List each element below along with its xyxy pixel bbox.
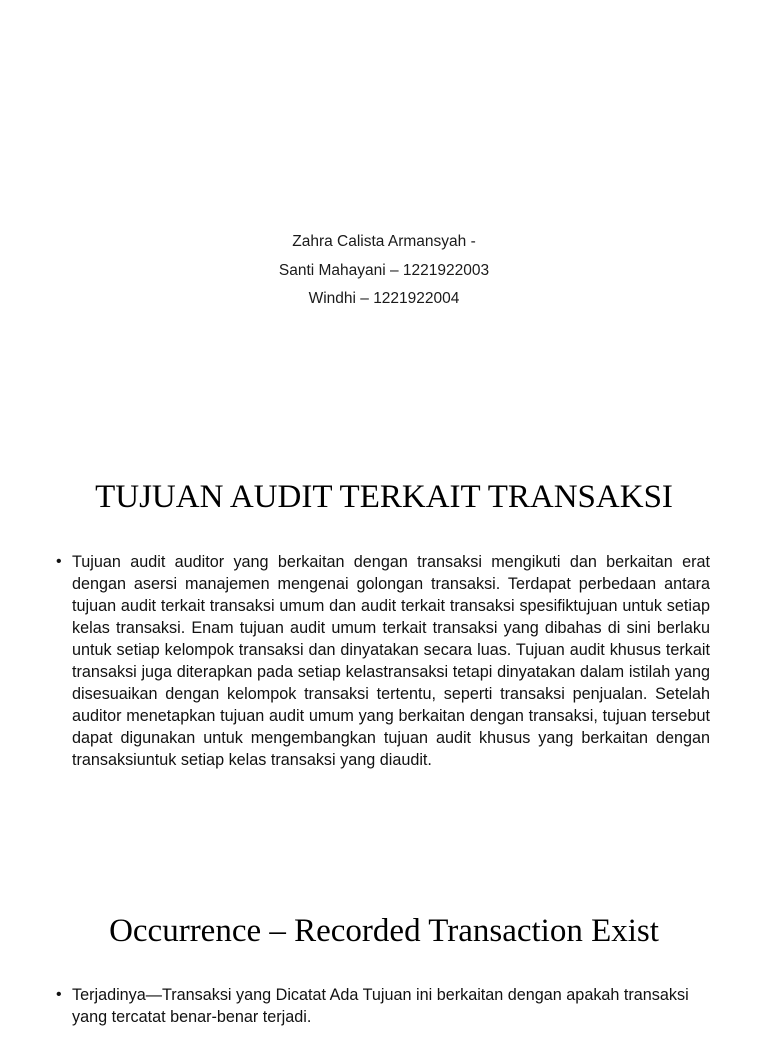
slide-2: [0, 432, 768, 864]
bullet-marker: •: [56, 986, 62, 1003]
bullet-text: Terjadinya—Transaksi yang Dicatat Ada Tujuan ini berkaitan dengan apakah transaksi yang tercatat benar-benar terjadi.: [72, 986, 689, 1026]
bullet-list: [56, 984, 710, 1028]
slide-3: [0, 864, 768, 1064]
slide-1: [0, 0, 768, 432]
slide-title: Occurrence – Recorded Transaction Exist: [109, 913, 659, 949]
bullet-marker: •: [56, 553, 62, 570]
author-line: Santi Mahayani – 1221922003: [278, 261, 490, 279]
slide-title: TUJUAN AUDIT TERKAIT TRANSAKSI: [95, 479, 673, 515]
author-line: Zahra Calista Armansyah -: [292, 233, 476, 250]
author-line: Windhi – 1221922004: [308, 290, 460, 307]
bullet-list: [56, 551, 710, 771]
bullet-text: Tujuan audit auditor yang berkaitan dengan transaksi mengikuti dan berkaitan erat dengan asersi manajemen mengenai golongan transaksi. Terdapat perbedaan antara tujuan audit terkait transaksi umum dan audit terkait transaksi spesifiktujuan untuk setiap kelas transaksi. Enam tujuan audit umum terkait transaksi yang dibahas di sini berlaku untuk setiap kelompok transaksi dan dinyatakan secara luas. Tujuan audit khusus terkait transaksi juga diterapkan pada setiap kelastransaksi tetapi dinyatakan dalam istilah yang disesuaikan dengan kelompok transaksi tertentu, seperti transaksi penjualan. Setelah auditor menetapkan tujuan audit umum yang berkaitan dengan transaksi, tujuan tersebut dapat digunakan untuk mengembangkan tujuan audit khusus yang berkaitan dengan transaksiuntuk setiap kelas transaksi yang diaudit.: [72, 553, 710, 769]
author-list: [0, 228, 768, 314]
